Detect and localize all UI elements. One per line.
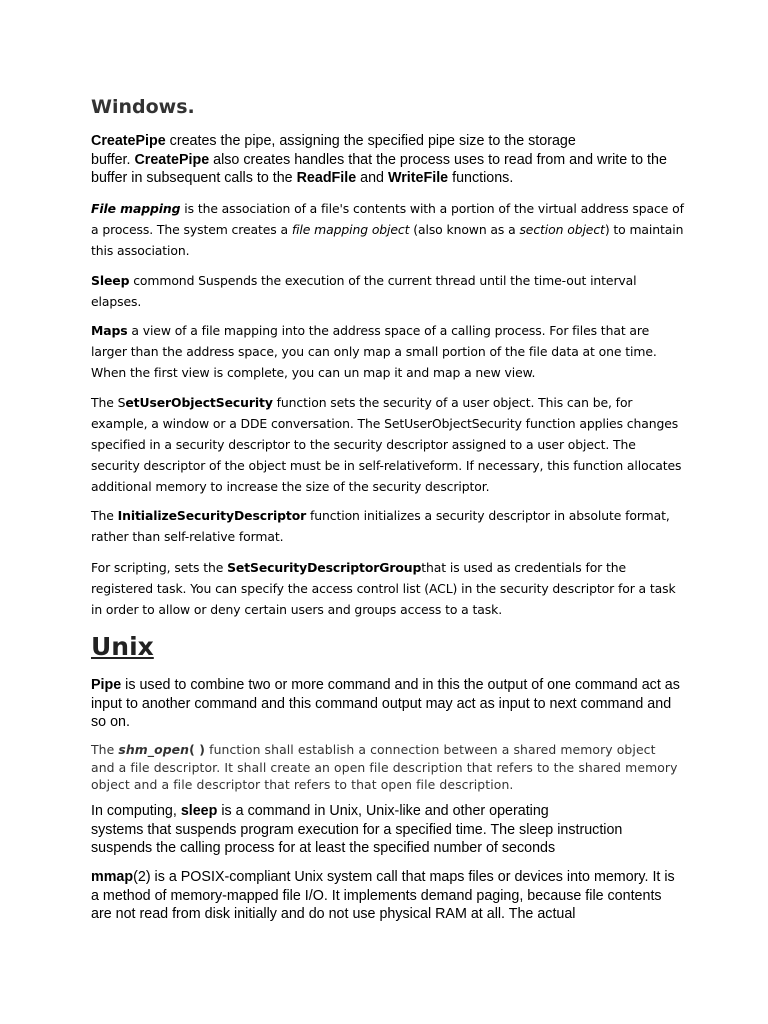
sleep-unix-term: sleep xyxy=(180,803,218,819)
readfile-term: ReadFile xyxy=(296,170,357,186)
shm-open-term: shm_open xyxy=(118,742,190,757)
scripting-paragraph: For scripting, sets the SetSecurityDescriptorGroupthat is used as credentials for the registered task. You can specify the access control list (ACL) in the security descriptor for a task in order to allow or deny certain users and groups access to a task. xyxy=(91,560,676,617)
file-mapping-term: File mapping xyxy=(91,201,181,216)
shm-open-paragraph: The shm_open( ) function shall establish a connection between a shared memory object and a file descriptor. It shall create an open file description that refers to the shared memory object and a file descriptor that refers to that open file description. xyxy=(91,742,678,792)
sleep-term: Sleep xyxy=(91,273,130,288)
sleep-unix-paragraph: In computing, sleep is a command in Unix, Unix-like and other operating systems that suspends program execution for a specified time. The sleep instruction suspends the calling process for at least the specified number of seconds xyxy=(91,803,623,856)
mmap-term: mmap xyxy=(91,869,134,885)
setsecuritydescriptorgroup-term: SetSecurityDescriptorGroup xyxy=(227,560,422,575)
sleep-windows-paragraph: Sleep commond Suspends the execution of the current thread until the time-out interval elapses. xyxy=(91,273,637,309)
writefile-term: WriteFile xyxy=(388,170,449,186)
setuserobjectsecurity-paragraph: The SetUserObjectSecurity function sets the security of a user object. This can be, for example, a window or a DDE conversation. The SetUserObjectSecurity function applies changes specified in a security descriptor to the security descriptor assigned to a user object. The security descriptor of the object must be in self-relativeform. If necessary, this function allocates additional memory to increase the size of the security descriptor. xyxy=(91,395,682,494)
pipe-term: Pipe xyxy=(91,677,122,693)
maps-paragraph: Maps a view of a file mapping into the address space of a calling process. For files that are larger than the address space, you can only map a small portion of the file data at one time. When the first view is complete, you can un map it and map a new view. xyxy=(91,323,657,380)
createpipe-paragraph: CreatePipe creates the pipe, assigning the specified pipe size to the storage buffer. CreatePipe also creates handles that the process uses to read from and write to the buffer in subsequent calls to the ReadFile and WriteFile functions. xyxy=(91,133,667,186)
initializesecuritydescriptor-term: InitializeSecurityDescriptor xyxy=(117,508,307,523)
createpipe-term: CreatePipe xyxy=(91,133,166,149)
unix-heading: Unix xyxy=(91,632,154,661)
pipe-paragraph: Pipe is used to combine two or more command and in this the output of one command act as input to another command and this command output may act as input to next command and so on. xyxy=(91,677,680,730)
windows-heading: Windows. xyxy=(91,96,195,118)
createpipe-term-2: CreatePipe xyxy=(134,151,210,168)
maps-term: Maps xyxy=(91,323,128,338)
setuserobjectsecurity-term: etUserObjectSecurity xyxy=(125,395,273,410)
file-mapping-paragraph: File mapping is the association of a file's contents with a portion of the virtual address space of a process. The system creates a file mapping object (also known as a section object) to maintain this association. xyxy=(91,201,684,258)
mmap-paragraph: mmap(2) is a POSIX-compliant Unix system call that maps files or devices into memory. It is a method of memory-mapped file I/O. It implements demand paging, because file contents are not read from disk initially and do not use physical RAM at all. The actual xyxy=(91,869,675,922)
initializesecuritydescriptor-paragraph: The InitializeSecurityDescriptor function initializes a security descriptor in absolute format, rather than self-relative format. xyxy=(91,508,670,544)
